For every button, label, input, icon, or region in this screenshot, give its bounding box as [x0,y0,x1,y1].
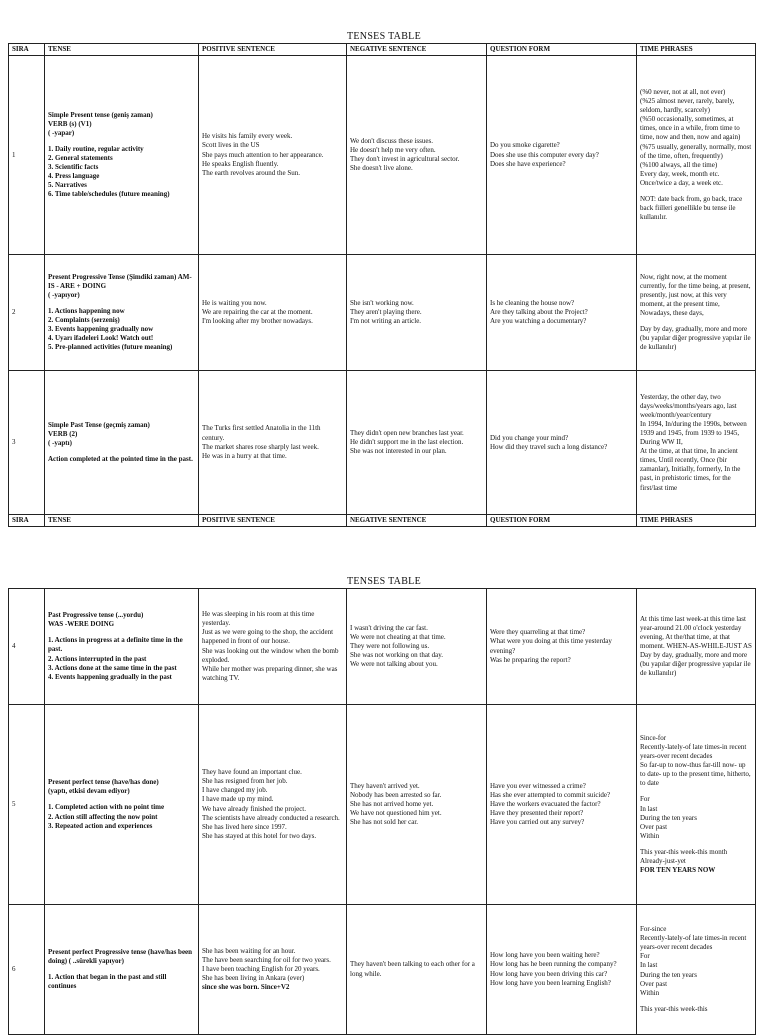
tense-line: Present Progressive Tense (Şimdiki zaman) AM- IS - ARE + DOING [48,272,192,290]
row-number: 6 [9,905,45,1035]
tense-line: 3. Events happening gradually now [48,325,154,334]
question-line: Have you carried out any survey? [490,818,585,827]
positive-bold-line: since she was born. Since+V2 [202,983,290,992]
positive-cell [199,371,347,515]
time-line: Day by day, gradually, more and more (bu yapılar diğer progressive yapılar ile de kullanılır) [640,325,751,352]
time-line: In last [640,961,658,970]
positive-line: The have been searching for oil for two years. [202,955,331,964]
negative-line: He doesn't help me very often. [350,146,436,154]
header-time: TIME PHRASES [637,44,756,56]
positive-line: The scientists have already conducted a research. [202,813,340,822]
header-negative: NEGATIVE SENTENCE [347,515,487,527]
tense-cell [45,371,199,515]
tense-cell [45,589,199,705]
time-line: Already-just-yet [640,856,686,865]
negative-line: She has not sold her car. [350,818,419,827]
tense-line [48,448,195,455]
positive-cell [199,56,347,255]
negative-line: I wasn't driving the car fast. [350,623,428,632]
question-line: Is he cleaning the house now? [490,298,575,307]
time-line: (%100 always, all the time) [640,160,718,169]
tense-line: 2. Complaints (serzeniş) [48,316,120,325]
question-line: How long have you been waiting here? [490,951,600,960]
positive-line: He was in a hurry at that time. [202,451,287,460]
tense-line: Action completed at the pointed time in the past. [48,455,193,464]
time-line: Every day, week, month etc. [640,169,720,178]
negative-line: She was not working on that day. [350,651,444,660]
tense-line: 6. Time table/schedules (future meaning) [48,190,170,199]
question-line: How long have you been learning English? [490,978,611,987]
tense-line [48,300,195,307]
tense-line: VERB (2) [48,430,78,438]
row-number: 4 [9,589,45,705]
negative-line: We don't discuss these issues. [350,136,433,145]
tense-line: 1. Daily routine, regular activity [48,144,144,153]
header-positive: POSITIVE SENTENCE [199,515,347,527]
tense-line: WAS -WERE DOING [48,620,115,629]
page-title-2: TENSES TABLE [346,576,421,587]
time-line: Within [640,831,660,840]
tenses-table-1 [8,43,756,527]
header-tense: TENSE [45,44,199,56]
question-line: Have the workers evacuated the factor? [490,799,601,808]
row-number: 3 [9,371,45,515]
time-cell [637,371,756,515]
tense-cell [45,905,199,1035]
negative-line: He didn't support me in the last election. [350,438,464,447]
positive-line: She has been waiting for an hour. [202,946,296,955]
question-cell [487,56,637,255]
time-line: This year-this week-this [640,1004,708,1013]
positive-line: I have changed my job. [202,786,268,795]
table-row [9,589,756,705]
time-cell [637,56,756,255]
question-line: Has she ever attempted to commit suicide? [490,790,611,799]
tense-line: 2. Actions interrupted in the past [48,654,147,663]
row-number: 5 [9,705,45,905]
question-cell [487,705,637,905]
tense-line [48,966,195,973]
tense-line: Simple Present tense (geniş zaman) [48,110,153,119]
negative-cell [347,905,487,1035]
time-line: Since-for [640,733,667,742]
header-question: QUESTION FORM [487,515,637,527]
page-title-1: TENSES TABLE [346,31,421,42]
question-line: Does she use this computer every day? [490,150,599,159]
tense-line: 3. Repeated action and experiences [48,821,153,830]
header-sira: SIRA [9,515,45,527]
time-line: NOT: date back from, go back, trace back fiilleri genellikle bu tense ile kullanılır. [640,194,743,222]
negative-line: I'm not writing an article. [350,317,422,326]
positive-line: She was looking out the window when the bomb exploded. [202,646,339,664]
time-line: Recently-lately-of late times-in recent years-over recent decades [640,934,747,952]
positive-cell [199,705,347,905]
tense-line: 4. Uyarı ifadeleri Look! Watch out! [48,334,154,343]
table-row [9,705,756,905]
tense-line: ( -yaptı) [48,439,72,448]
positive-cell [199,905,347,1035]
negative-cell [347,56,487,255]
time-line [640,998,752,1005]
time-line [640,188,752,195]
tense-line: 5. Narratives [48,181,87,190]
time-line: In last [640,804,658,813]
question-cell [487,255,637,371]
time-line: (%0 never, not at all, not ever) [640,87,726,96]
tense-line: 4. Press language [48,172,100,181]
time-cell [637,255,756,371]
tense-line: (yaptı, etkisi devam ediyor) [48,787,130,796]
time-line: At this time last week-at this time last year-around 21.00 o'clock yesterday evening, At the/that time, at that moment. WHEN-AS-WHILE-JUST AS [640,614,752,650]
time-line: Day by day, gradually, more and more (bu yapılar diğer progressive yapılar ile de kullanılır) [640,651,751,678]
tense-line: 1. Actions in progress at a definite time in the past. [48,636,183,654]
header-time: TIME PHRASES [637,515,756,527]
negative-line: They didn't open new branches last year. [350,428,464,437]
time-line: Over past [640,979,668,988]
time-line [640,788,752,795]
negative-line: They haven't been talking to each other for a long while. [350,960,475,978]
negative-line: They haven't arrived yet. [350,781,420,790]
negative-cell [347,255,487,371]
positive-line: We have already finished the project. [202,804,307,813]
tense-cell [45,56,199,255]
tense-line: Present perfect tense (have/has done) [48,778,159,787]
tense-line [48,138,195,145]
negative-line: She has not arrived home yet. [350,799,434,808]
negative-line: We have not questioned him yet. [350,809,442,818]
tense-line: 1. Completed action with no point time [48,803,165,812]
positive-line: He speaks English fluently. [202,159,279,168]
negative-line: We were not talking about you. [350,660,438,669]
positive-line: While her mother was preparing dinner, she was watching TV. [202,664,338,682]
time-bold-line: FOR TEN YEARS NOW [640,866,716,875]
positive-line: The Turks first settled Anatolia in the 11th century. [202,424,321,442]
negative-line: Nobody has been arrested so far. [350,790,442,799]
time-line: Within [640,988,660,997]
header-row [9,44,756,56]
tense-line: 4. Events happening gradually in the past [48,672,172,681]
time-line: (%75 usually, generally, normally, most of the time, often, frequently) [640,142,752,160]
negative-line: She was not interested in our plan. [350,447,447,456]
tense-line: ( -yapar) [48,128,75,137]
tense-line: ( -yapıyor) [48,290,80,299]
tense-cell [45,705,199,905]
positive-line: I have made up my mind. [202,795,274,804]
positive-line: Scott lives in the US [202,141,260,150]
row-number: 1 [9,56,45,255]
negative-cell [347,705,487,905]
tense-line: Present perfect Progressive tense (have/has been doing) ( ..sürekli yapıyor) [48,947,193,965]
positive-line: She has been living in Ankara (ever) [202,974,305,983]
positive-line: He is waiting you now. [202,298,267,307]
positive-line: Just as we were going to the shop, the accident happened in front of our house. [202,628,334,646]
tense-line: VERB (s) (V1) [48,119,92,128]
header-negative: NEGATIVE SENTENCE [347,44,487,56]
tense-line: 2. General statements [48,154,113,163]
question-line: Have they presented their report? [490,809,584,818]
tense-line: 5. Pre-planned activities (future meaning) [48,343,173,352]
question-line: What were you doing at this time yesterday evening? [490,637,612,655]
positive-line: They have found an important clue. [202,768,302,777]
positive-line: She has stayed at this hotel for two days. [202,831,317,840]
negative-line: They don't invest in agricultural sector. [350,155,460,164]
table-row [9,56,756,255]
tense-line: 1. Action that began in the past and still continues [48,973,167,991]
time-line: This year-this week-this month [640,847,728,856]
question-line: Are they talking about the Project? [490,308,588,317]
positive-line: She has lived here since 1997. [202,822,287,831]
positive-line: The market shares rose sharply last week. [202,442,319,451]
tenses-table-2 [8,588,756,1035]
negative-cell [347,589,487,705]
question-cell [487,905,637,1035]
question-cell [487,371,637,515]
question-cell [487,589,637,705]
positive-line: I have been teaching English for 20 years. [202,964,320,973]
question-line: Were they quarreling at that time? [490,628,586,637]
time-line: Once/twice a day, a week etc. [640,178,723,187]
tense-cell [45,255,199,371]
question-line: Do you smoke cigarette? [490,141,560,150]
time-line: In 1994, In/during the 1990s, between 1939 and 1945, from 1939 to 1945, During WW II, [640,419,747,447]
time-line [640,841,752,848]
positive-line: He visits his family every week. [202,132,293,141]
positive-line: I'm looking after my brother nowadays. [202,317,313,326]
time-line: Over past [640,822,668,831]
question-line: Have you ever witnessed a crime? [490,781,586,790]
time-line: For-since [640,925,667,934]
table-row [9,371,756,515]
positive-line: She pays much attention to her appearance. [202,150,324,159]
positive-line: The earth revolves around the Sun. [202,168,300,177]
header-sira: SIRA [9,44,45,56]
question-line: Was he preparing the report? [490,655,571,664]
time-line: During the ten years [640,970,697,979]
time-line: So far-up to now-thus far-till now- up to date- up to the present time, hitherto, to date [640,761,751,788]
negative-line: They aren't playing there. [350,308,422,317]
positive-cell [199,589,347,705]
positive-line: She has resigned from her job. [202,777,288,786]
time-cell [637,589,756,705]
tense-line: 1. Actions happening now [48,307,125,315]
negative-line: We were not cheating at that time. [350,632,446,641]
time-line [640,318,752,325]
time-line: (%25 almost never, rarely, barely, seldom, hardly, scarcely) [640,97,735,115]
time-line: Yesterday, the other day, two days/weeks/months/years ago, last week/month/year/century [640,392,737,419]
tense-line [48,796,195,803]
tense-line: 2. Action still affecting the now point [48,812,158,821]
question-line: Did you change your mind? [490,433,569,442]
time-line: Now, right now, at the moment currently, for the time being, at present, presently, just now, at this very moment, at the present time, Nowadays, these days, [640,272,751,318]
header-tense: TENSE [45,515,199,527]
negative-line: They were not following us. [350,641,430,650]
tense-line [48,629,195,636]
question-line: How did they travel such a long distance? [490,442,608,451]
time-line: Recently-lately-of late times-in recent years-over recent decades [640,742,747,761]
positive-line: He was sleeping in his room at this time yesterday. [202,610,315,628]
question-line: Does she have experience? [490,159,566,168]
negative-cell [347,371,487,515]
row-number: 2 [9,255,45,371]
table-row [9,905,756,1035]
table-row [9,255,756,371]
time-line: For [640,795,650,804]
negative-line: She doesn't live alone. [350,164,413,173]
negative-line: She isn't working now. [350,298,414,307]
question-line: How long have you been driving this car? [490,969,608,978]
positive-cell [199,255,347,371]
time-line: At the time, at that time, In ancient times, Until recently, Once (bir zamanlar), Initially, formerly, In the past, in prehistoric times, for the first/last time [640,447,741,492]
tense-line: 3. Actions done at the same time in the past [48,663,177,672]
header-question: QUESTION FORM [487,44,637,56]
time-line: (%50 occasionally, sometimes, at times, once in a while, from time to time, now and then, now and again) [640,115,741,142]
positive-line: We are repairing the car at the moment. [202,308,313,317]
tense-line: Simple Past Tense (geçmiş zaman) [48,420,150,429]
time-cell [637,705,756,905]
question-line: How long has he been running the company? [490,960,617,969]
tense-line: Past Progressive tense (...yordu) [48,611,144,620]
header-positive: POSITIVE SENTENCE [199,44,347,56]
time-cell [637,905,756,1035]
time-line: For [640,952,650,961]
footer-header-row [9,515,756,527]
question-line: Are you watching a documentary? [490,317,587,326]
time-line: During the ten years [640,813,697,822]
tense-line: 3. Scientific facts [48,163,99,172]
